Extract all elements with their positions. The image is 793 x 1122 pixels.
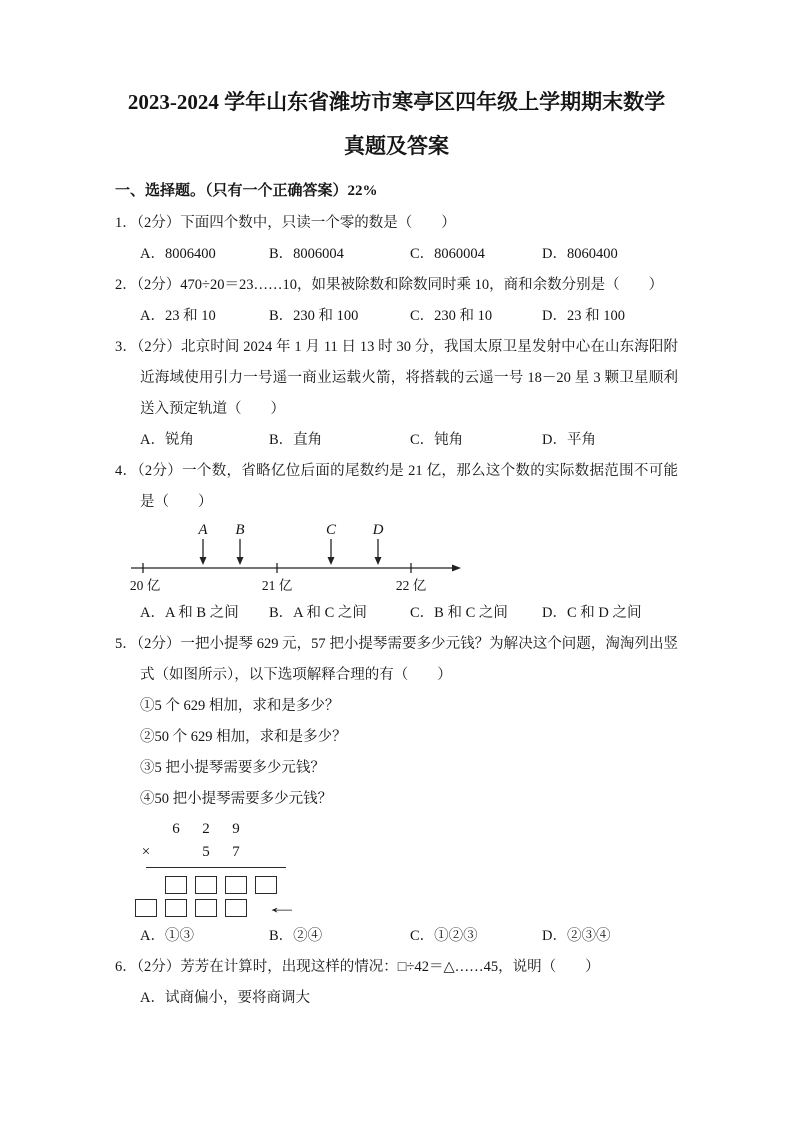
question-1-option-d: D．8060400 [542, 246, 618, 262]
down-arrow-head-d [375, 557, 382, 565]
question-4-option-d: D．C 和 D 之间 [542, 605, 642, 621]
point-label-d: D [372, 522, 384, 538]
product-box-cell [221, 876, 251, 894]
question-1-option-a: A．8006400 [140, 246, 216, 262]
question-6-stem: 6．（2分）芳芳在计算时，出现这样的情况：□÷42＝△……45，说明（ ） [115, 959, 600, 975]
product-box-cell [221, 899, 251, 917]
question-6-options [140, 983, 678, 1014]
question-4-option-c: C．B 和 C 之间 [410, 605, 508, 621]
point-label-a: A [198, 522, 208, 538]
question-6-option-a: A．试商偏小，要将商调大 [140, 990, 310, 1006]
question-2-option-c: C．230 和 10 [410, 308, 493, 324]
question-5-option-d: D．②③④ [542, 928, 611, 944]
question-4-stem: 4．（2分）一个数，省略亿位后面的尾数约是 21 亿，那么这个数的实际数据范围不可能是（ ） [115, 463, 678, 510]
product-box-cell [131, 899, 161, 917]
question-5 [115, 629, 678, 952]
question-3-option-c: C．钝角 [410, 432, 464, 448]
multiplication-rule-line [146, 867, 286, 868]
multiplier-digit: 5 [202, 844, 210, 860]
product-box-cell [161, 899, 191, 917]
question-3-option-a: A．锐角 [140, 432, 194, 448]
blank-box [165, 899, 187, 917]
blank-box [225, 876, 247, 894]
down-arrow-head-a [200, 557, 207, 565]
partial-product-row-2 [131, 896, 678, 919]
question-4-option-b: B．A 和 C 之间 [269, 605, 367, 621]
question-3-option-b: B．直角 [269, 432, 323, 448]
down-arrow-head-c [328, 557, 335, 565]
question-5-options [140, 921, 678, 952]
question-3-stem: 3．（2分）北京时间 2024 年 1 月 11 日 13 时 30 分，我国太原卫星发射中心在山东海阳附近海域使用引力一号遥一商业运载火箭，将搭载的云遥一号 18－20 星 3 颗卫星顺利送入预定轨道（ ） [115, 339, 678, 417]
title-line-2: 真题及答案 [344, 134, 449, 158]
tick-label-22-yi: 22 亿 [395, 578, 427, 593]
question-1-option-c: C．8060004 [410, 246, 485, 262]
question-4-options [140, 598, 678, 629]
number-line-diagram [127, 521, 472, 595]
question-5-stem: 5．（2分）一把小提琴 629 元，57 把小提琴需要多少元钱？为解决这个问题，淘淘列出竖式（如图所示），以下选项解释合理的有（ ） [115, 636, 678, 683]
multiplicand-row [131, 818, 678, 841]
multiplicand-digit: 2 [202, 821, 210, 837]
down-arrow-head-b [237, 557, 244, 565]
tick-label-20-yi: 20 亿 [129, 578, 161, 593]
blank-box [165, 876, 187, 894]
partial-product-row-1 [131, 873, 678, 896]
product-box-cell [191, 899, 221, 917]
point-label-c: C [325, 522, 337, 538]
blank-box [225, 899, 247, 917]
question-5-option-a: A．①③ [140, 928, 194, 944]
question-3-options [140, 425, 678, 456]
question-2 [115, 270, 678, 332]
document-title [115, 80, 678, 168]
product-box-cell [191, 876, 221, 894]
blank-box [135, 899, 157, 917]
question-3-option-d: D．平角 [542, 432, 596, 448]
question-1-options [140, 239, 678, 270]
blank-box [195, 876, 217, 894]
title-line-1: 2023-2024 学年山东省潍坊市寒亭区四年级上学期期末数学 [127, 90, 666, 114]
blank-box [255, 876, 277, 894]
point-label-b: B [235, 522, 245, 538]
question-2-option-a: A．23 和 10 [140, 308, 216, 324]
question-1 [115, 208, 678, 270]
multiplicand-digit: 9 [232, 821, 240, 837]
question-5-option-b: B．②④ [269, 928, 323, 944]
axis-arrow-head [452, 565, 461, 572]
multiplicand-digit: 6 [172, 821, 180, 837]
blank-box [195, 899, 217, 917]
question-5-subitem-4: ④50 把小提琴需要多少元钱？ [140, 791, 333, 807]
question-5-subitem-2: ②50 个 629 相加，求和是多少？ [140, 729, 347, 745]
product-box-cell [161, 876, 191, 894]
question-1-option-b: B．8006004 [269, 246, 344, 262]
question-4 [115, 456, 678, 629]
multiplier-row [131, 841, 678, 864]
question-2-stem: 2．（2分）470÷20＝23……10，如果被除数和除数同时乘 10，商和余数分别是（ ） [115, 277, 664, 293]
left-arrow-icon: ← [265, 897, 300, 917]
question-5-option-c: C．①②③ [410, 928, 478, 944]
question-4-option-a: A．A 和 B 之间 [140, 605, 239, 621]
question-6 [115, 952, 678, 1014]
section-1-header: 一、选择题。（只有一个正确答案）22% [115, 183, 378, 199]
question-5-subitem-3: ③5 把小提琴需要多少元钱？ [140, 760, 325, 776]
question-3 [115, 332, 678, 456]
question-2-options [140, 301, 678, 332]
tick-label-21-yi: 21 亿 [261, 578, 293, 593]
question-2-option-d: D．23 和 100 [542, 308, 625, 324]
number-line-figure [127, 521, 678, 595]
product-box-cell [251, 876, 281, 894]
multiplication-figure [131, 818, 678, 919]
question-1-stem: 1．（2分）下面四个数中，只读一个零的数是（ ） [115, 215, 456, 231]
question-2-option-b: B．230 和 100 [269, 308, 359, 324]
times-sign: × [141, 844, 151, 860]
multiplier-digit: 7 [232, 844, 240, 860]
question-5-subitem-1: ①5 个 629 相加，求和是多少？ [140, 698, 340, 714]
